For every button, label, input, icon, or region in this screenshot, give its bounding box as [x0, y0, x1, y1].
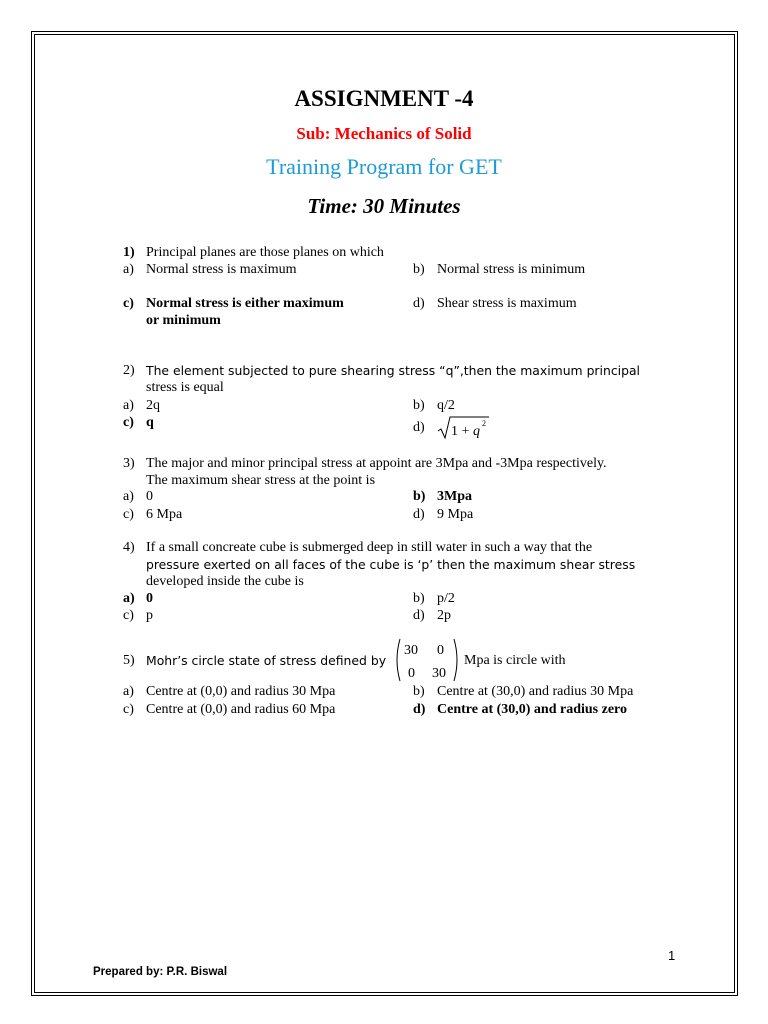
q5-option-c: Centre at (0,0) and radius 60 Mpa	[146, 702, 336, 717]
svg-text:q: q	[473, 424, 480, 439]
q1-option-b: Normal stress is minimum	[437, 262, 586, 277]
q4-option-b: p/2	[437, 591, 455, 606]
question-3-number: 3)	[123, 456, 135, 471]
q1-option-c-line-1: Normal stress is either maximum	[146, 296, 344, 311]
q2-option-a: 2q	[146, 398, 160, 413]
q4-option-a: 0	[146, 591, 153, 606]
q2-option-c: q	[146, 415, 154, 430]
q5-option-d: Centre at (30,0) and radius zero	[437, 702, 628, 717]
q1-option-d-label: d)	[413, 296, 425, 311]
q5-option-a: Centre at (0,0) and radius 30 Mpa	[146, 684, 336, 699]
q1-option-c-label: c)	[123, 296, 134, 311]
question-2-text-line-1: The element subjected to pure shearing stress “q”,then the maximum principal	[146, 363, 640, 378]
q4-option-d: 2p	[437, 608, 451, 623]
q3-option-b-label: b)	[413, 489, 426, 504]
svg-text:1 +: 1 +	[451, 424, 470, 439]
q1-option-a: Normal stress is maximum	[146, 262, 297, 277]
q5-option-c-label: c)	[123, 702, 134, 717]
sqrt-formula-icon	[437, 414, 493, 440]
q2-option-d-label: d)	[413, 420, 425, 435]
prepared-by: Prepared by: P.R. Biswal	[93, 966, 228, 978]
q3-option-a: 0	[146, 489, 153, 504]
q3-option-a-label: a)	[123, 489, 134, 504]
q2-option-b: q/2	[437, 398, 455, 413]
q1-option-b-label: b)	[413, 262, 425, 277]
q1-option-a-label: a)	[123, 262, 134, 277]
question-5-text-before: Mohr’s circle state of stress defined by	[146, 653, 387, 668]
q5-option-b: Centre at (30,0) and radius 30 Mpa	[437, 684, 634, 699]
q2-option-b-label: b)	[413, 398, 425, 413]
q1-option-c-line-2: or minimum	[146, 313, 221, 328]
question-4-number: 4)	[123, 540, 135, 555]
svg-text:2: 2	[482, 419, 486, 428]
matrix-cell-11: 30	[404, 643, 418, 658]
time-limit: Time: 30 Minutes	[307, 194, 461, 218]
question-4-text-line-2: pressure exerted on all faces of the cube is ‘p’ then the maximum shear stress	[146, 557, 636, 572]
question-5-number: 5)	[123, 653, 135, 668]
q3-option-d: 9 Mpa	[437, 507, 474, 522]
q3-option-c-label: c)	[123, 507, 134, 522]
question-2-number: 2)	[123, 363, 135, 378]
question-3-text-line-2: The maximum shear stress at the point is	[146, 473, 376, 488]
matrix-cell-22: 30	[432, 666, 446, 681]
q4-option-a-label: a)	[123, 591, 135, 606]
q4-option-b-label: b)	[413, 591, 425, 606]
q2-option-c-label: c)	[123, 415, 134, 430]
stress-matrix	[393, 636, 461, 684]
program-title: Training Program for GET	[266, 154, 502, 179]
q5-option-b-label: b)	[413, 684, 425, 699]
matrix-cell-21: 0	[408, 666, 415, 681]
question-2-text-line-2: stress is equal	[146, 380, 224, 395]
q4-option-c: p	[146, 608, 153, 623]
page-number: 1	[668, 948, 676, 963]
q3-option-d-label: d)	[413, 507, 425, 522]
q4-option-c-label: c)	[123, 608, 134, 623]
question-3-text-line-1: The major and minor principal stress at appoint are 3Mpa and -3Mpa respectively.	[146, 456, 607, 471]
q5-option-d-label: d)	[413, 702, 426, 717]
q4-option-d-label: d)	[413, 608, 425, 623]
question-1-number: 1)	[123, 245, 135, 260]
matrix-cell-12: 0	[437, 643, 444, 658]
q1-option-d: Shear stress is maximum	[437, 296, 577, 311]
q5-option-a-label: a)	[123, 684, 134, 699]
q3-option-c: 6 Mpa	[146, 507, 183, 522]
question-1-text: Principal planes are those planes on which	[146, 245, 384, 260]
q2-option-a-label: a)	[123, 398, 134, 413]
subject-line: Sub: Mechanics of Solid	[296, 124, 472, 143]
assignment-title: ASSIGNMENT -4	[294, 86, 474, 111]
q3-option-b: 3Mpa	[437, 489, 472, 504]
question-4-text-line-3: developed inside the cube is	[146, 574, 304, 589]
question-5-text-after: Mpa is circle with	[464, 653, 566, 668]
question-4-text-line-1: If a small concreate cube is submerged deep in still water in such a way that the	[146, 540, 593, 555]
